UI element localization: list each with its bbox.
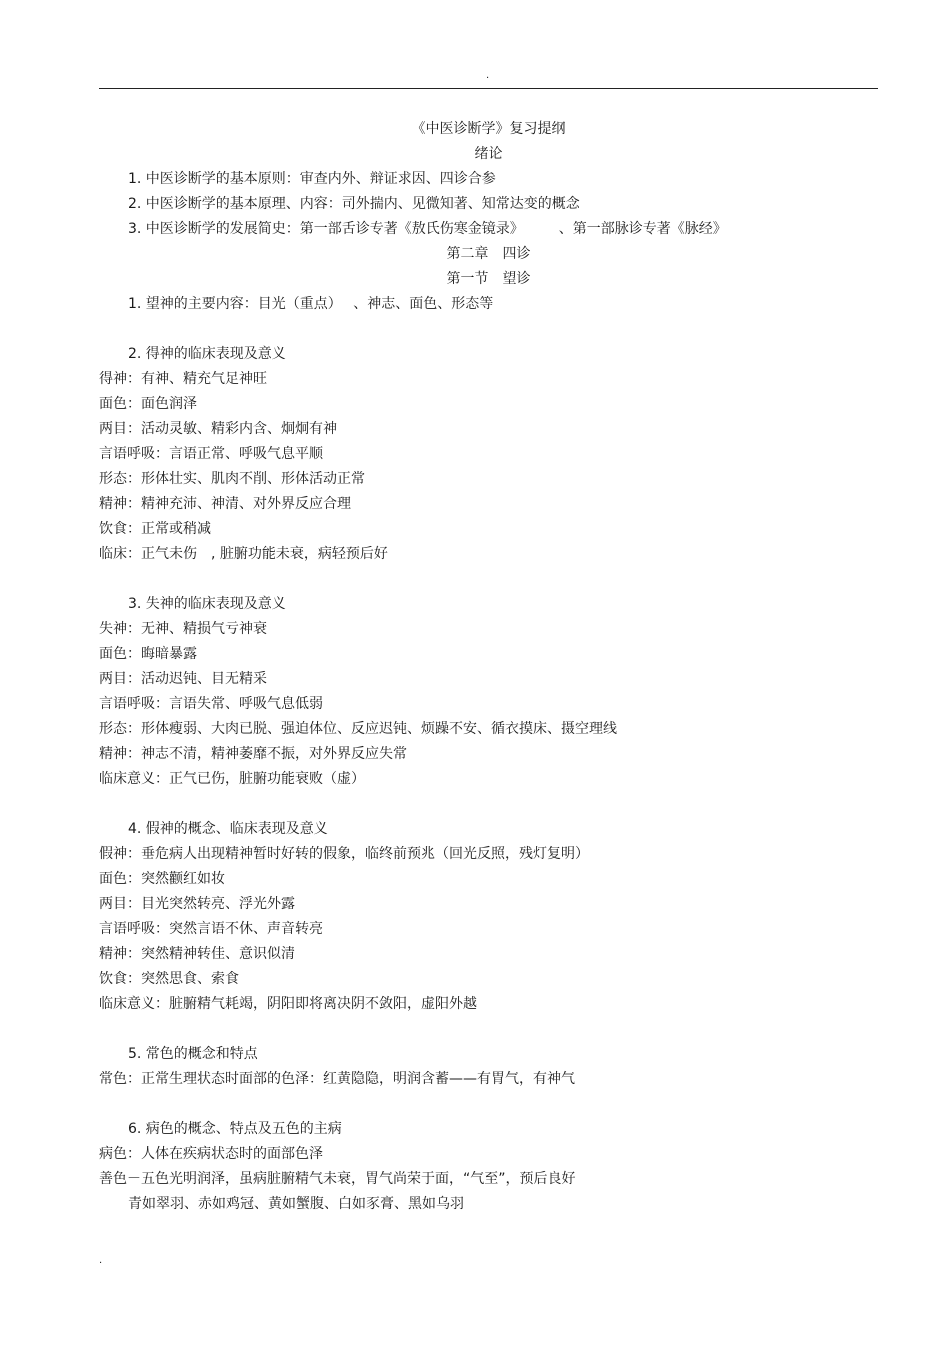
section-heading: 绪论 xyxy=(474,146,503,162)
text-line: 言语呼吸：突然言语不休、声音转亮 xyxy=(99,921,323,937)
text-line: 5. 常色的概念和特点 xyxy=(128,1046,258,1062)
text-line: 面色：晦暗暴露 xyxy=(99,646,197,662)
text-line: 失神：无神、精损气亏神衰 xyxy=(99,621,267,637)
text-line: 饮食：突然思食、索食 xyxy=(99,971,239,987)
text-line: 1. 望神的主要内容：目光（重点） 、神志、面色、形态等 xyxy=(128,296,494,312)
text-line: 形态：形体壮实、肌肉不削、形体活动正常 xyxy=(99,471,365,487)
text-line: 面色：突然颧红如妆 xyxy=(99,871,225,887)
section-heading: 第二章 四诊 xyxy=(446,246,531,262)
text-line: 言语呼吸：言语失常、呼吸气息低弱 xyxy=(99,696,323,712)
text-line: 精神：精神充沛、神清、对外界反应合理 xyxy=(99,496,351,512)
text-line: 临床意义：正气已伤，脏腑功能衰败（虚） xyxy=(99,771,365,787)
text-line: 两目：目光突然转亮、浮光外露 xyxy=(99,896,295,912)
text-line: 精神：神志不清，精神萎靡不振，对外界反应失常 xyxy=(99,746,407,762)
text-line: 饮食：正常或稍减 xyxy=(99,521,211,537)
section-heading: 第一节 望诊 xyxy=(446,271,531,287)
text-line: 得神：有神、精充气足神旺 xyxy=(99,371,267,387)
text-line: 青如翠羽、赤如鸡冠、黄如蟹腹、白如豕膏、黑如乌羽 xyxy=(128,1196,464,1212)
text-line: 言语呼吸：言语正常、呼吸气息平顺 xyxy=(99,446,323,462)
text-line: 善色－五色光明润泽，虽病脏腑精气未衰，胃气尚荣于面，“气至”，预后良好 xyxy=(99,1171,576,1187)
text-line: 6. 病色的概念、特点及五色的主病 xyxy=(128,1121,342,1137)
text-line: 精神：突然精神转佳、意识似清 xyxy=(99,946,295,962)
text-line: 临床意义：脏腑精气耗竭，阴阳即将离决阴不敛阳，虚阳外越 xyxy=(99,996,477,1012)
text-line: 假神：垂危病人出现精神暂时好转的假象，临终前预兆（回光反照，残灯复明） xyxy=(99,846,589,862)
text-line: 两目：活动迟钝、目无精采 xyxy=(99,671,267,687)
text-line: 1. 中医诊断学的基本原则：审查内外、辩证求因、四诊合参 xyxy=(128,171,496,187)
text-line: 4. 假神的概念、临床表现及意义 xyxy=(128,821,328,837)
text-line: 面色：面色润泽 xyxy=(99,396,197,412)
header-mark: . xyxy=(486,70,490,81)
text-line: 2. 中医诊断学的基本原理、内容：司外揣内、见微知著、知常达变的概念 xyxy=(128,196,580,212)
text-line: 两目：活动灵敏、精彩内含、炯炯有神 xyxy=(99,421,337,437)
text-line: 3. 失神的临床表现及意义 xyxy=(128,596,286,612)
text-line: 病色：人体在疾病状态时的面部色泽 xyxy=(99,1146,323,1162)
text-line: 形态：形体瘦弱、大肉已脱、强迫体位、反应迟钝、烦躁不安、循衣摸床、摄空理线 xyxy=(99,721,617,737)
text-line: 3. 中医诊断学的发展简史：第一部舌诊专著《敖氏伤寒金镜录》 、第一部脉诊专著《脉经》 xyxy=(128,221,727,237)
header-rule xyxy=(99,88,878,89)
text-line: 2. 得神的临床表现及意义 xyxy=(128,346,286,362)
text-line: 临床：正气未伤 , 脏腑功能未衰，病轻预后好 xyxy=(99,546,388,562)
blank-line xyxy=(99,317,878,342)
text-line: 常色：正常生理状态时面部的色泽：红黄隐隐，明润含蓄——有胃气，有神气 xyxy=(99,1071,575,1087)
blank-line xyxy=(99,567,878,592)
blank-line xyxy=(99,1092,878,1117)
blank-line xyxy=(99,1017,878,1042)
footer-mark: . xyxy=(99,1255,103,1266)
section-heading: 《中医诊断学》复习提纲 xyxy=(411,121,566,137)
blank-line xyxy=(99,792,878,817)
document-body xyxy=(99,117,878,1217)
